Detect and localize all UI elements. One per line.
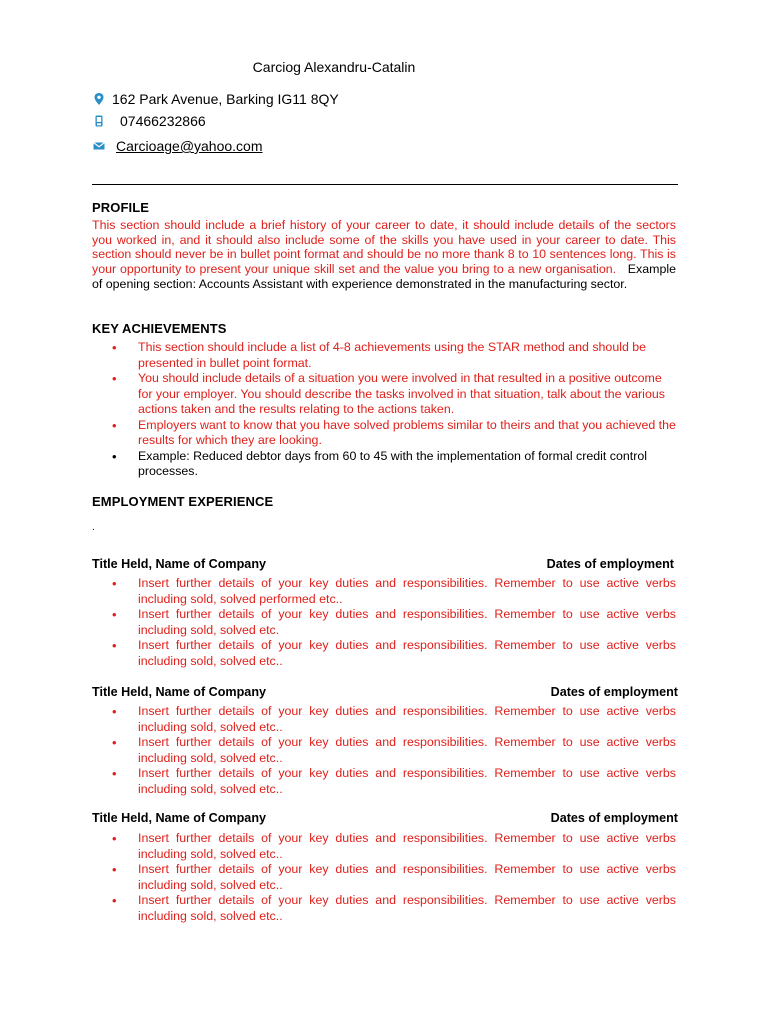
job-dates: Dates of employment (546, 557, 674, 571)
list-item: • Insert further details of your key duties and responsibilities. Remember to use active verbs including sold, solved etc.. (110, 704, 676, 735)
candidate-name: Carciog Alexandru-Catalin (252, 59, 416, 75)
envelope-icon (92, 139, 106, 153)
list-item: • Insert further details of your key duties and responsibilities. Remember to use active verbs including sold, solved etc.. (110, 862, 676, 893)
job-header-3 (92, 811, 678, 825)
job-header-1 (92, 557, 678, 571)
header-divider (92, 184, 678, 185)
phone-text: 07466232866 (120, 113, 206, 129)
list-item: • Insert further details of your key duties and responsibilities. Remember to use active verbs including sold, solved etc.. (110, 735, 676, 766)
job-duties-3 (110, 831, 676, 924)
achievements-list (110, 340, 676, 480)
job-title: Title Held, Name of Company (92, 557, 267, 571)
map-pin-icon (92, 92, 106, 106)
list-item: • This section should include a list of 4-8 achievements using the STAR method and should be presented in bullet point format. (110, 340, 676, 371)
job-dates: Dates of employment (550, 685, 678, 699)
list-item: • You should include details of a situation you were involved in that resulted in a positive outcome for your employer. You should describe the tasks involved in that situation, talk about the various actions taken and the results relating to the actions taken. (110, 371, 676, 418)
email-line (92, 138, 263, 154)
employment-heading: EMPLOYMENT EXPERIENCE (92, 494, 274, 509)
email-link[interactable]: Carcioage@yahoo.com (116, 138, 263, 154)
job-duties-2 (110, 704, 676, 797)
profile-heading: PROFILE (92, 200, 150, 215)
mobile-phone-icon (92, 114, 106, 128)
address-text: 162 Park Avenue, Barking IG11 8QY (112, 91, 339, 107)
profile-example: Example of opening section: Accounts Assistant with experience demonstrated in the manufacturing sector. (92, 262, 680, 291)
profile-guidance: This section should include a brief history of your career to date, it should include details of the sectors you worked in, and it should also include some of the skills you have used in your career to date. This section should never be in bullet point format and should be no more thank 8 to 10 sentences long. This is your opportunity to present your unique skill set and the value you bring to a new organisation. (92, 218, 676, 277)
job-dates: Dates of employment (550, 811, 678, 825)
list-item: • Insert further details of your key duties and responsibilities. Remember to use active verbs including sold, solved etc. (110, 607, 676, 638)
job-title: Title Held, Name of Company (92, 811, 267, 825)
stray-mark: . (92, 522, 95, 533)
list-item: • Example: Reduced debtor days from 60 to 45 with the implementation of formal credit control processes. (110, 449, 676, 480)
list-item: • Insert further details of your key duties and responsibilities. Remember to use active verbs including sold, solved performed etc.. (110, 576, 676, 607)
phone-line (92, 113, 206, 129)
list-item: • Insert further details of your key duties and responsibilities. Remember to use active verbs including sold, solved etc.. (110, 766, 676, 797)
profile-text (92, 218, 680, 292)
job-duties-1 (110, 576, 676, 669)
address-line (92, 91, 339, 107)
list-item: • Insert further details of your key duties and responsibilities. Remember to use active verbs including sold, solved etc.. (110, 893, 676, 924)
list-item: • Insert further details of your key duties and responsibilities. Remember to use active verbs including sold, solved etc.. (110, 638, 676, 669)
job-title: Title Held, Name of Company (92, 685, 267, 699)
job-header-2 (92, 685, 678, 699)
list-item: • Insert further details of your key duties and responsibilities. Remember to use active verbs including sold, solved etc.. (110, 831, 676, 862)
achievements-heading: KEY ACHIEVEMENTS (92, 321, 227, 336)
list-item: • Employers want to know that you have solved problems similar to theirs and that you achieved the results for which they are looking. (110, 418, 676, 449)
